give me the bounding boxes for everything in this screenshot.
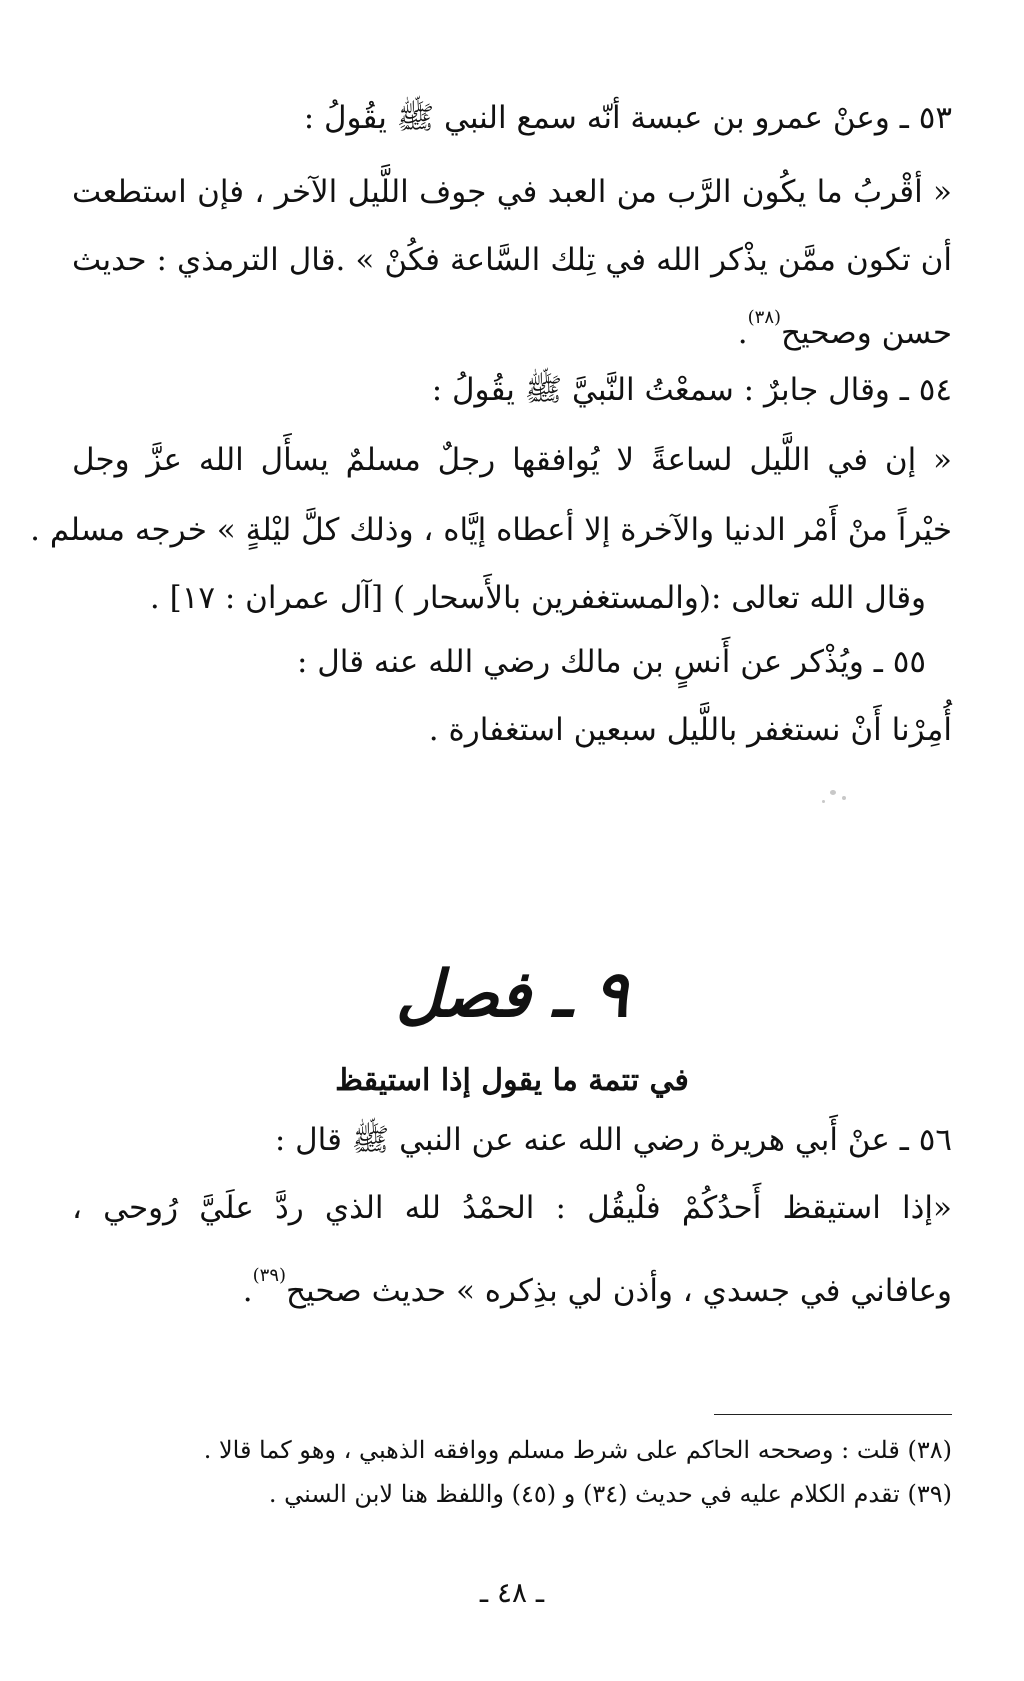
hadith-56-period: . (242, 1273, 253, 1309)
page-number: ـ ٤٨ ـ (479, 1576, 545, 1609)
section-title: ٩ ـ فصل (395, 957, 629, 1032)
hadith-53-grading (72, 296, 952, 355)
hadith-54-intro: ٥٤ ـ وقال جابرٌ : سمعْتُ النَّبيَّ ﷺ يقُولُ : (431, 372, 952, 408)
hadith-55-text: أُمِرْنا أَنْ نستغفر باللَّيل سبعين استغفارة . (428, 712, 952, 748)
hadith-55-intro: ٥٥ ـ ويُذْكر عن أَنسٍ بن مالك رضي الله عنه قال : (296, 644, 926, 680)
footnote-38: (٣٨) قلت : وصححه الحاكم على شرط مسلم ووافقه الذهبي ، وهو كما قالا . (203, 1436, 952, 1464)
scan-speck (842, 796, 846, 800)
footnote-39: (٣٩) تقدم الكلام عليه في حديث (٣٤) و (٤٥) واللفظ هنا لابن السني . (268, 1480, 952, 1508)
hadith-56-text-line-1: «إذا استيقظ أَحدُكُمْ فلْيقُل : الحمْدُ لله الذي ردَّ علَيَّ رُوحي ، (72, 1190, 952, 1226)
scan-speck (830, 790, 836, 795)
quran-verse: وقال الله تعالى :(والمستغفرين بالأَسحار ) [آل عمران : ١٧] . (149, 580, 926, 616)
hadith-54-text-line-2: خيْراً منْ أَمْر الدنيا والآخرة إلا أعطاه إيَّاه ، وذلك كلَّ ليْلةٍ » خرجه مسلم . (30, 512, 952, 548)
hadith-56-intro: ٥٦ ـ عنْ أَبي هريرة رضي الله عنه عن النبي ﷺ قال : (274, 1122, 952, 1158)
hadith-53-intro: ٥٣ ـ وعنْ عمرو بن عبسة أنّه سمع النبي ﷺ يقُولُ : (303, 100, 952, 136)
hadith-56-text: وعافاني في جسدي ، وأذن لي بذِكره » حديث صحيح (286, 1273, 952, 1309)
hadith-53-text-line-1: « أقْربُ ما يكُون الرَّب من العبد في جوف اللَّيل الآخر ، فإن استطعت (72, 174, 952, 210)
hadith-53-period: . (737, 315, 748, 351)
footnote-ref-39: (٣٩) (252, 1265, 287, 1286)
footnote-separator (714, 1414, 952, 1415)
hadith-56-text-line-2 (72, 1254, 952, 1313)
scan-speck (822, 800, 825, 803)
footnote-ref-38: (٣٨) (747, 307, 782, 328)
hadith-53-grading-text: حسن وصحيح (781, 315, 952, 351)
hadith-54-text-line-1: « إن في اللَّيل لساعةً لا يُوافقها رجلٌ مسلمٌ يسأَل الله عزَّ وجل (72, 442, 952, 478)
hadith-53-text-line-2: أن تكون ممَّن يذْكر الله في تِلك السَّاعة فكُنْ » .قال الترمذي : حديث (72, 242, 952, 278)
section-subtitle: في تتمة ما يقول إذا استيقظ (335, 1063, 689, 1098)
